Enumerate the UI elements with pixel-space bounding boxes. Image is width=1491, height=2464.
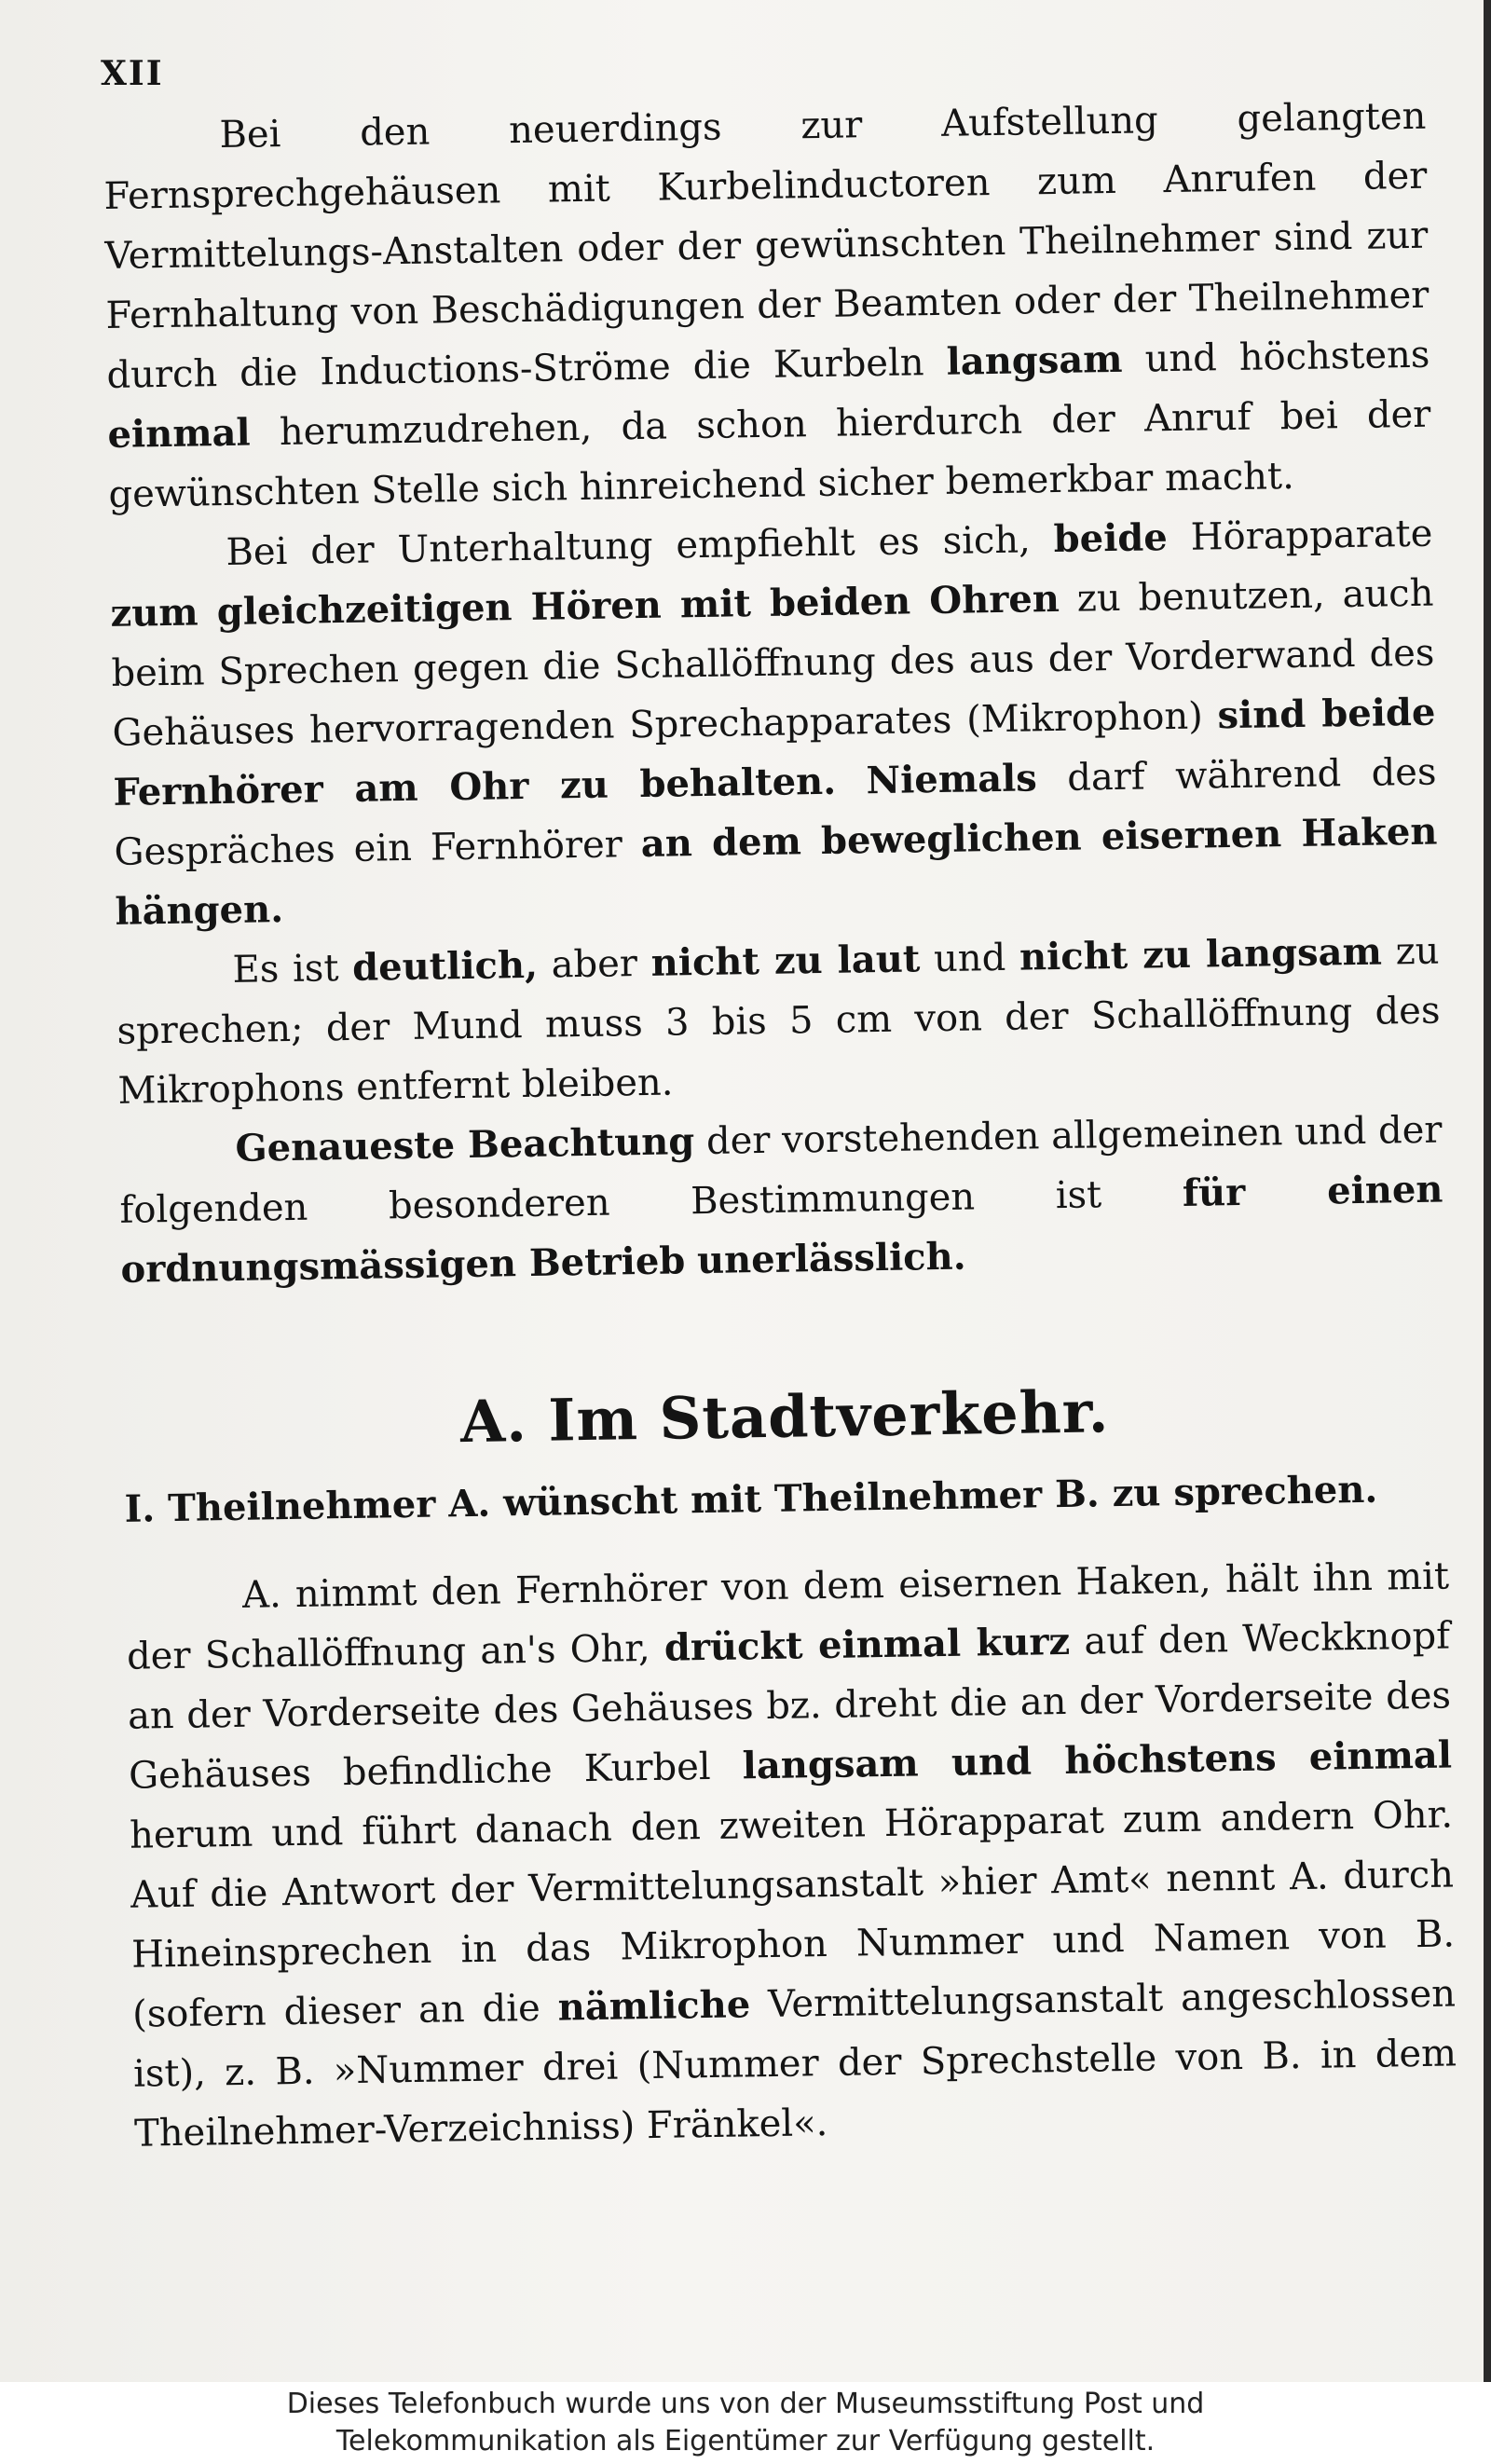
subsection-heading: I. Theilnehmer A. wünscht mit Theilnehmer B. zu sprechen. xyxy=(124,1467,1378,1531)
text-run: zu sprechen; der Mund muss 3 bis 5 cm von der Schallöffnung des Mikrophons entfernt bleiben. xyxy=(116,929,1441,1113)
text-run: auf den Weckknopf an der Vorderseite des Gehäuses bz. dreht die an der Vorderseite des Gehäuses befindliche Kurbel xyxy=(127,1614,1452,1798)
bold-run: nicht zu langsam xyxy=(1019,929,1383,979)
bold-run: deutlich, xyxy=(351,942,539,990)
footer-notice xyxy=(0,2382,1491,2464)
paragraph-procedure xyxy=(126,1547,1458,2164)
text-run: Hörapparate xyxy=(1190,512,1433,559)
bold-run: drückt einmal kurz xyxy=(663,1619,1071,1670)
paragraph-kurbel xyxy=(103,87,1432,525)
text-run: A. nimmt den Fernhörer von dem eisernen Haken, hält ihn mit der Schallöffnung an's Ohr, xyxy=(126,1554,1450,1678)
bold-run: langsam und höchstens einmal xyxy=(742,1732,1453,1788)
text-run: aber xyxy=(551,942,638,987)
paragraph-unterhaltung xyxy=(109,504,1439,942)
bold-run: langsam xyxy=(946,336,1123,384)
bold-run: unerlässlich. xyxy=(696,1234,966,1283)
bold-run: für einen ordnungsmässigen Betrieb xyxy=(120,1167,1443,1292)
bold-run: sind beide Fernhörer am Ohr zu behalten. xyxy=(113,690,1436,814)
bold-run: Genaueste Beachtung xyxy=(235,1119,695,1170)
bold-run: nämliche xyxy=(557,1982,751,2030)
text-run: zu benutzen, auch beim Sprechen gegen die Schallöffnung des aus der Vorderwand des Gehäuses hervorragenden Sprechapparates (Mikrophon) xyxy=(111,571,1435,755)
paragraph-beachtung xyxy=(118,1101,1444,1300)
text-run: herum und führt danach den zweiten Hörapparat zum andern Ohr. Auf die Antwort der Vermittelungsanstalt »hier Amt« nennt A. durch Hineinsprechen in das Mikrophon Nummer und Namen von B. (sofern dieser an die xyxy=(129,1793,1456,2036)
footer-line-1: Dieses Telefonbuch wurde uns von der Museumsstiftung Post und xyxy=(286,2388,1205,2420)
text-run: der vorstehenden allgemeinen und der folgenden besonderen Bestimmungen ist xyxy=(119,1108,1443,1232)
bold-run: Niemals xyxy=(866,756,1038,803)
text-run: Vermittelungsanstalt angeschlossen ist), z. B. »Nummer drei (Nummer der Sprechstelle von B. in dem Theilnehmer-Verzeichniss) Fränkel«. xyxy=(132,1972,1457,2156)
text-run: und höchstens xyxy=(1144,333,1430,381)
bold-run: nicht zu laut xyxy=(650,937,921,985)
bold-run: einmal xyxy=(107,410,252,457)
text-run: und xyxy=(933,936,1006,981)
text-run: darf während des Gespräches ein Fernhörer xyxy=(114,750,1437,874)
section-heading: A. Im Stadtverkehr. xyxy=(459,1377,1110,1457)
page-body xyxy=(103,87,1457,2164)
paragraph-sprechen xyxy=(116,922,1442,1121)
bold-run: zum gleichzeitigen Hören mit beiden Ohren xyxy=(110,576,1060,636)
text-run: Bei der Unterhaltung empfiehlt es sich, xyxy=(226,518,1032,574)
page-number: XII xyxy=(101,54,164,93)
text-run: Es ist xyxy=(232,947,339,992)
bold-run: an dem beweglichen eisernen Haken hängen. xyxy=(115,809,1438,934)
text-run: herumzudrehen, da schon hierdurch der Anruf bei der gewünschten Stelle sich hinreichend sicher bemerkbar macht. xyxy=(108,392,1431,516)
bold-run: beide xyxy=(1053,515,1169,562)
text-run: Bei den neuerdings zur Aufstellung gelangten Fernsprechgehäusen mit Kurbelinductoren zum Anrufen der Vermittelungs-Anstalten oder der gewünschten Theilnehmer sind zur Fernhaltung von Beschädigungen der Beamten oder der Theilnehmer durch die Inductions-Ströme die Kurbeln xyxy=(103,94,1429,397)
footer-line-2: Telekommunikation als Eigentümer zur Verfügung gestellt. xyxy=(335,2425,1156,2457)
